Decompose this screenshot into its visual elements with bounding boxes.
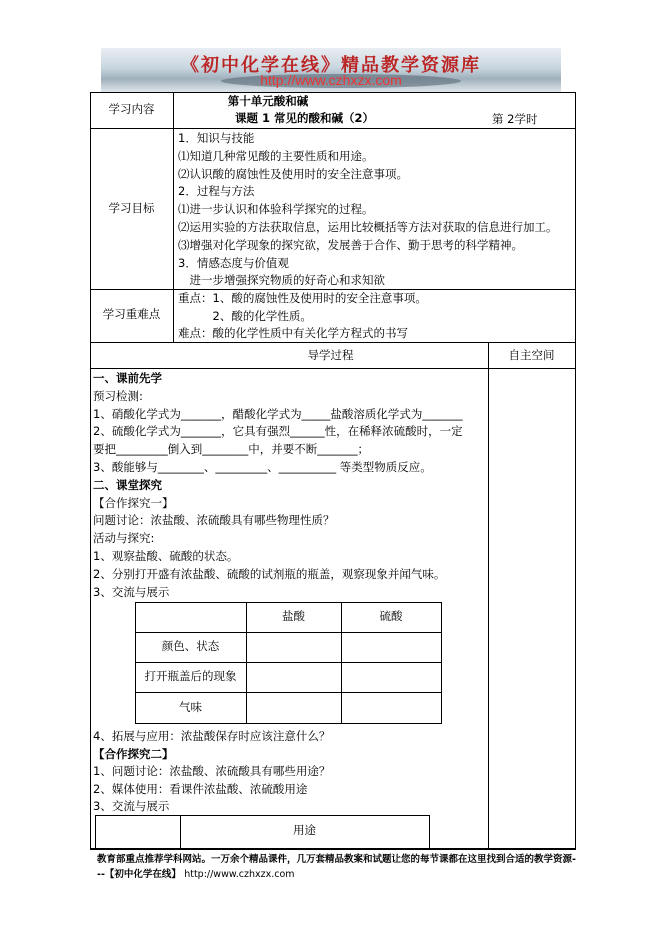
text-line: 1、问题讨论：浓盐酸、浓硫酸具有哪些用途？ xyxy=(93,764,331,778)
footer-url[interactable]: http://www.czhxzx.com xyxy=(184,869,295,880)
text-line: 要把_________倒入到________中，并要不断_______； xyxy=(93,442,369,457)
objectives-label: 学习目标 xyxy=(108,201,155,215)
difficulty-label: 学习重难点 xyxy=(102,307,161,321)
banner-title: 《初中化学在线》精品教学资源库 xyxy=(181,55,481,76)
footer-text: 教育部重点推荐学科网站。一万余个精品课件，几万套精品教案和试题让您的每节课都在这里找到合适的教学资源---【初中化学在线】 xyxy=(97,854,576,880)
text-line: 【合作探究二】 xyxy=(93,746,174,761)
row-label: 打开瓶盖后的现象 xyxy=(144,669,237,683)
text-line: 3．情感态度与价值观 xyxy=(178,255,289,270)
text-line: 1、观察盐酸、硫酸的状态。 xyxy=(93,549,239,563)
text-line: 1．知识与技能 xyxy=(178,131,255,145)
text-line: 2、媒体使用：看课件浓盐酸、浓硫酸用途 xyxy=(93,781,308,796)
col-uses: 用途 xyxy=(293,823,316,837)
text-line: ⑵运用实验的方法获取信息，运用比较概括等方法对获取的信息进行加工。 xyxy=(178,220,558,234)
banner-image xyxy=(101,48,561,92)
unit-title: 第十单元酸和碱 xyxy=(227,94,309,108)
side-header: 自主空间 xyxy=(508,348,555,362)
col-h2so4: 硫酸 xyxy=(379,609,403,623)
text-line: 进一步增强探究物质的好奇心和求知欲 xyxy=(178,273,385,288)
text-line: 2、硫酸化学式为_______，它具有强烈______性，在稀释浓硫酸时，一定 xyxy=(93,424,463,439)
text-line: 二、课堂探究 xyxy=(93,477,162,492)
text-line: 2、酸的化学性质。 xyxy=(178,308,312,323)
text-line: 1、硝酸化学式为_______，醋酸化学式为_____盐酸溶质化学式为_______ xyxy=(93,406,463,421)
text-line: 2．过程与方法 xyxy=(178,184,255,199)
text-line: 3、交流与展示 xyxy=(93,799,170,813)
text-line: 活动与探究: xyxy=(93,531,155,546)
text-line: 3、酸能够与________、_________、__________ 等类型物质反应。 xyxy=(93,460,432,474)
text-line: 2、分别打开盛有浓盐酸、硫酸的试剂瓶的瓶盖，观察现象并闻气味。 xyxy=(93,566,446,581)
text-line: 难点：酸的化学性质中有关化学方程式的书写 xyxy=(178,326,408,340)
row-label: 颜色、状态 xyxy=(161,639,220,653)
text-line: ⑴知道几种常见酸的主要性质和用途。 xyxy=(178,148,374,163)
row-label: 气味 xyxy=(179,700,202,714)
text-line: 4、拓展与应用：浓盐酸保存时应该注意什么？ xyxy=(93,729,331,743)
text-line: ⑶增强对化学现象的探究欲，发展善于合作、勤于思考的科学精神。 xyxy=(178,237,523,252)
col-hcl: 盐酸 xyxy=(282,609,305,623)
text-line: ⑴进一步认识和体验科学探究的过程。 xyxy=(178,202,374,217)
footer xyxy=(97,852,577,882)
text-line: 3、交流与展示 xyxy=(93,584,170,599)
process-header: 导学过程 xyxy=(307,348,354,362)
period: 第 2学时 xyxy=(492,112,538,126)
banner-url: http://www.czhxzx.com xyxy=(260,72,402,88)
content-label: 学习内容 xyxy=(108,102,155,116)
text-line: 【合作探究一】 xyxy=(93,495,174,510)
text-line: ⑵认识酸的腐蚀性及使用时的安全注意事项。 xyxy=(178,166,408,181)
text-line: 重点：1、酸的腐蚀性及使用时的安全注意事项。 xyxy=(178,291,427,305)
text-line: 一、课前先学 xyxy=(93,371,162,385)
text-line: 预习检测: xyxy=(93,388,143,403)
text-line: 问题讨论：浓盐酸、浓硫酸具有哪些物理性质？ xyxy=(93,513,335,528)
lesson-title: 课题 1 常见的酸和碱（2） xyxy=(235,111,375,125)
